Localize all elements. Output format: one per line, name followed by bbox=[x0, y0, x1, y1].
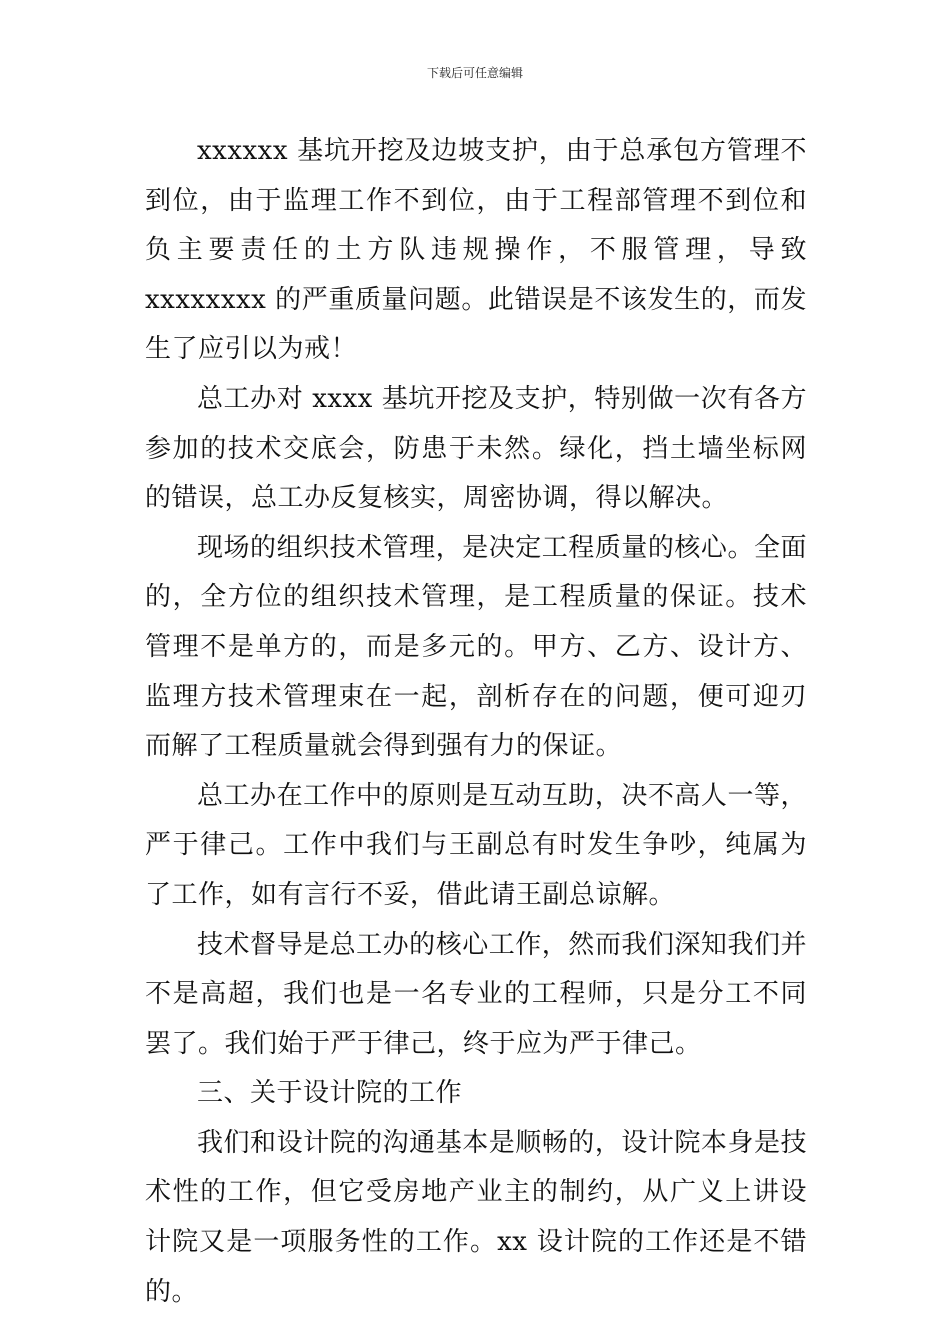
section-heading-design-institute: 三、关于设计院的工作 bbox=[197, 1078, 463, 1109]
paragraph-technical-supervision: 技术督导是总工办的核心工作，然而我们深知我们并不是高超，我们也是一名专业的工程师，只是分工不同罢了。我们始于严于律己，终于应为严于律己。 bbox=[145, 929, 807, 1059]
paragraph-design-institute: 我们和设计院的沟通基本是顺畅的，设计院本身是技术性的工作，但它受房地产业主的制约，从广义上讲设计院又是一项服务性的工作。xx 设计院的工作还是不错的。 bbox=[145, 1127, 807, 1307]
paragraph-technical-briefing: 总工办对 xxxx 基坑开挖及支护，特别做一次有各方参加的技术交底会，防患于未然。绿化，挡土墙坐标网的错误，总工办反复核实，周密协调，得以解决。 bbox=[145, 383, 807, 514]
document-body bbox=[145, 127, 807, 1317]
paragraph-site-management: 现场的组织技术管理，是决定工程质量的核心。全面的，全方位的组织技术管理，是工程质量的保证。技术管理不是单方的，而是多元的。甲方、乙方、设计方、监理方技术管理束在一起，剖析存在的问题，便可迎刃而解了工程质量就会得到强有力的保证。 bbox=[145, 532, 807, 762]
paragraph-foundation-pit: xxxxxx 基坑开挖及边坡支护，由于总承包方管理不到位，由于监理工作不到位，由于工程部管理不到位和负主要责任的土方队违规操作，不服管理，导致 xxxxxxxx 的严重质量问题。此错误是不该发生的，而发生了应引以为戒！ bbox=[145, 136, 807, 365]
page-header: 下载后可任意编辑 bbox=[426, 66, 523, 80]
paragraph-principles: 总工办在工作中的原则是互动互助，决不高人一等，严于律己。工作中我们与王副总有时发生争吵，纯属为了工作，如有言行不妥，借此请王副总谅解。 bbox=[145, 780, 807, 910]
